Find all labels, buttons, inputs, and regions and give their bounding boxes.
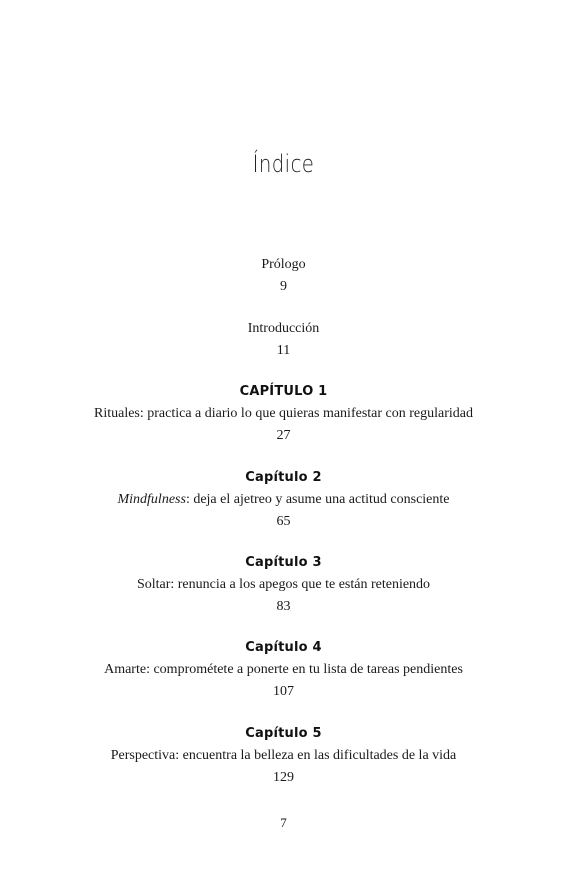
page-number: 7	[280, 815, 287, 830]
toc-entry-chapter-4	[0, 637, 567, 703]
chapter-page: 107	[273, 684, 294, 699]
chapter-description-text: Soltar: renuncia a los apegos que te están reteniendo	[136, 577, 431, 592]
toc-entry-label: Introducción	[247, 321, 320, 336]
chapter-page: 129	[273, 770, 294, 785]
toc-entry-intro	[0, 318, 567, 362]
chapter-heading: Capítulo 5	[245, 726, 322, 741]
toc-entry-label: Prólogo	[261, 257, 306, 272]
toc-entry-chapter-3	[0, 552, 567, 618]
toc-entry-chapter-2	[0, 467, 567, 533]
toc-entry-prologue	[0, 254, 567, 298]
chapter-heading: Capítulo 4	[245, 640, 322, 655]
chapter-page: 83	[276, 599, 291, 614]
chapter-description-text: : deja el ajetreo y asume una actitud consciente	[185, 492, 450, 507]
chapter-description-italic: Mindfulness	[117, 492, 186, 507]
chapter-description	[0, 659, 567, 681]
chapter-page: 65	[276, 514, 291, 529]
chapter-page: 27	[276, 428, 291, 443]
chapter-description-text: Perspectiva: encuentra la belleza en las dificultades de la vida	[110, 748, 457, 763]
page-title: Índice	[252, 150, 315, 178]
toc-entry-chapter-1	[0, 381, 567, 447]
chapter-description	[0, 403, 567, 425]
chapter-heading: Capítulo 2	[245, 470, 322, 485]
chapter-description	[0, 745, 567, 767]
toc-entry-page: 11	[276, 343, 291, 358]
chapter-heading: Capítulo 3	[245, 555, 322, 570]
chapter-description	[0, 574, 567, 596]
chapter-description-text: Amarte: comprométete a ponerte en tu lista de tareas pendientes	[104, 662, 463, 677]
chapter-heading: CAPÍTULO 1	[239, 384, 328, 399]
chapter-description	[0, 489, 567, 511]
chapter-description-text: Rituales: practica a diario lo que quieras manifestar con regularidad	[93, 406, 473, 421]
toc-entry-page: 9	[280, 279, 287, 294]
toc-entry-chapter-5	[0, 723, 567, 789]
